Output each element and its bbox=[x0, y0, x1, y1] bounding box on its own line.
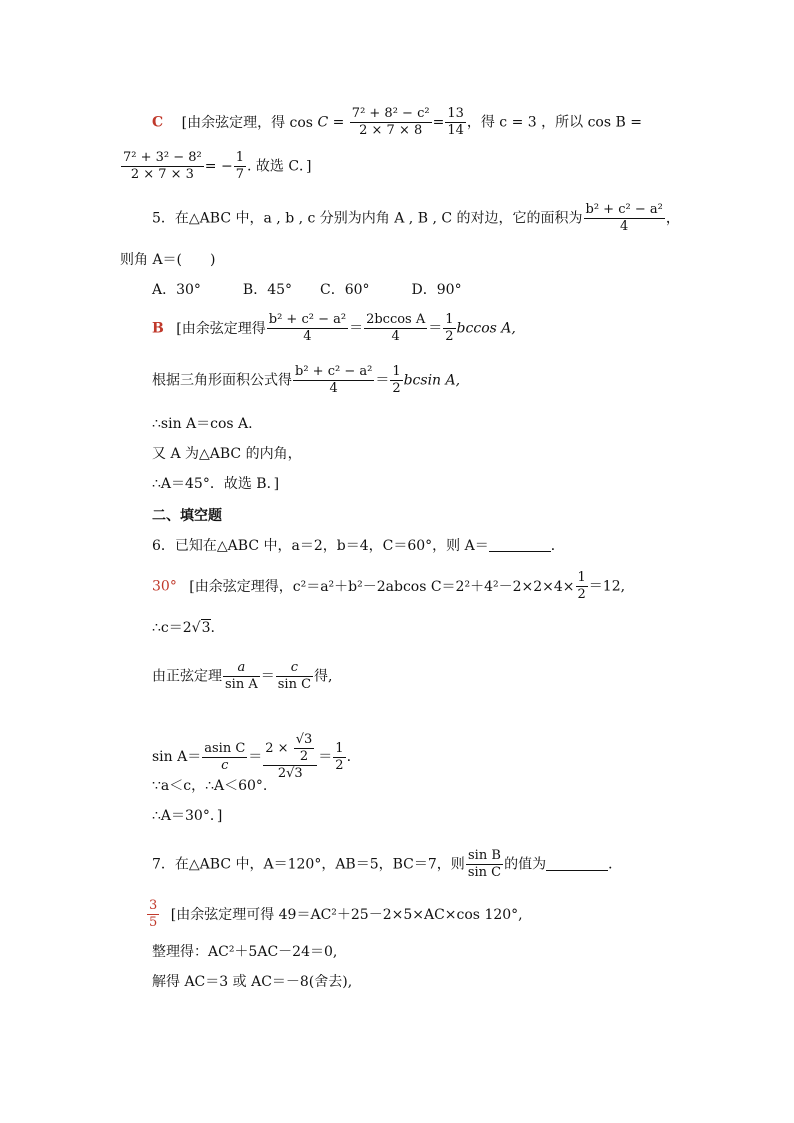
fraction: $\frac{\text{7² + 8² − c²}}{2 \times 7 \times 8}$ bbox=[351, 106, 430, 138]
q5-answer-line2: 根据三角形面积公式得 $\frac{\text{b² + c² − a²}}{4}$ ＝ $\frac{1}{2}$ bcsin A, bbox=[152, 364, 461, 396]
fraction: $\frac{\text{b² + c² − a²}}{4}$ bbox=[295, 364, 373, 396]
q5-answer-line5: ∴A＝45°．故选 B．] bbox=[152, 476, 280, 492]
fraction: $\frac{\text{sin B}}{\text{sin C}}$ bbox=[467, 848, 502, 880]
q7-answer-value: $\frac{3}{5}$ bbox=[149, 898, 158, 930]
fraction: $\frac{13}{14}$ bbox=[447, 106, 464, 138]
q7-answer-line2: 整理得：AC²＋5AC－24＝0, bbox=[152, 944, 338, 960]
fraction: $\frac{1}{2}$ bbox=[335, 740, 344, 773]
q7-answer-line1: $\frac{3}{5}$ [由余弦定理可得 49＝AC²＋25－2×5×AC×cos 120°, bbox=[149, 898, 523, 930]
q4-answer-letter: C bbox=[152, 114, 164, 131]
q6-answer-line6: ∴A＝30°．] bbox=[152, 808, 223, 824]
q5-options: A．30° B．45° C．60° D．90° bbox=[152, 282, 462, 298]
fraction: $\frac{\text{b² + c² − a²}}{4}$ bbox=[585, 202, 663, 234]
q5-answer-line3: ∴sin A＝cos A. bbox=[152, 416, 253, 432]
q4-answer-line2: $\frac{\text{7² + 3² − 8²}}{2 \times 7 \times 3}$ = − $\frac{1}{7}$ . 故选 C．] bbox=[123, 150, 312, 182]
fraction: $\frac{1}{7}$ bbox=[235, 150, 244, 182]
q5-answer-line1: B [由余弦定理得 $\frac{\text{b² + c² − a²}}{4}$ ＝ $\frac{\text{2bccos A}}{4}$ ＝ $\frac{1}{2}$ bccos A, bbox=[152, 312, 516, 344]
q6-answer-line1: 30° [由余弦定理得，c²＝a²＋b²－2abcos C＝2²＋4²－2×2×4× $\frac{1}{2}$ ＝12, bbox=[152, 570, 626, 602]
fraction: $\frac{√3}{2}$ bbox=[295, 732, 313, 764]
q5-answer-line4: 又 A 为△ABC 的内角， bbox=[152, 446, 302, 462]
answer-blank bbox=[546, 856, 608, 871]
q7-answer-line3: 解得 AC＝3 或 AC＝－8(舍去), bbox=[152, 974, 353, 990]
section-heading: 二、填空题 bbox=[152, 508, 222, 524]
fraction: $\frac{1}{2}$ bbox=[577, 570, 586, 602]
fraction: $\frac{1}{2}$ bbox=[392, 364, 401, 396]
q4-answer-line1: C [由余弦定理，得 cos C = $\frac{\text{7² + 8² − c²}}{2 \times 7 \times 8}$ = $\frac{13}{14}$ ，得 c = 3 ，所以 cos B = bbox=[152, 106, 642, 138]
q6-answer-line3: 由正弦定理 $\frac{a}{\text{sin A}}$ ＝ $\frac{c}{\text{sin C}}$ 得, bbox=[152, 660, 333, 692]
fraction: $\frac{\text{7² + 3² − 8²}}{2 \times 7 \times 3}$ bbox=[123, 150, 202, 182]
q6-stem: 6．已知在△ABC 中，a＝2，b＝4，C＝60°，则 A＝ ． bbox=[152, 538, 565, 554]
q6-answer-value: 30° bbox=[152, 578, 177, 595]
answer-blank bbox=[489, 537, 551, 552]
fraction: $\frac{\text{b² + c² − a²}}{4}$ bbox=[268, 312, 347, 344]
fraction: $\frac{\text{asin C}}{c}$ bbox=[204, 740, 246, 773]
fraction: 2 × $\frac{√3}{2}$ 2√3 bbox=[263, 732, 317, 782]
fraction: $\frac{\text{2bccos A}}{4}$ bbox=[366, 312, 426, 344]
q5-stem: 5．在△ABC 中，a , b , c 分别为内角 A , B , C 的对边，它的面积为 $\frac{\text{b² + c² − a²}}{4}$ ， bbox=[152, 202, 680, 234]
fraction: $\frac{1}{2}$ bbox=[445, 312, 454, 344]
fraction: $\frac{c}{\text{sin C}}$ bbox=[277, 660, 312, 692]
q6-answer-line2: ∴c＝2√3. bbox=[152, 620, 215, 636]
q5-answer-letter: B bbox=[152, 320, 164, 337]
q6-answer-line4: sin A＝ $\frac{\text{asin C}}{c}$ ＝ 2 × $\frac{√3}{2}$ 2√3 ＝ $\frac{1}{2}$ . bbox=[152, 732, 352, 781]
q7-stem: 7．在△ABC 中，A＝120°，AB＝5，BC＝7，则 $\frac{\text{sin B}}{\text{sin C}}$ 的值为 ． bbox=[152, 848, 623, 880]
q6-answer-line5: ∵a＜c，∴A＜60°. bbox=[152, 778, 268, 794]
fraction: $\frac{a}{\text{sin A}}$ bbox=[225, 660, 258, 692]
q5-stem2: 则角 A＝( ) bbox=[120, 252, 216, 268]
